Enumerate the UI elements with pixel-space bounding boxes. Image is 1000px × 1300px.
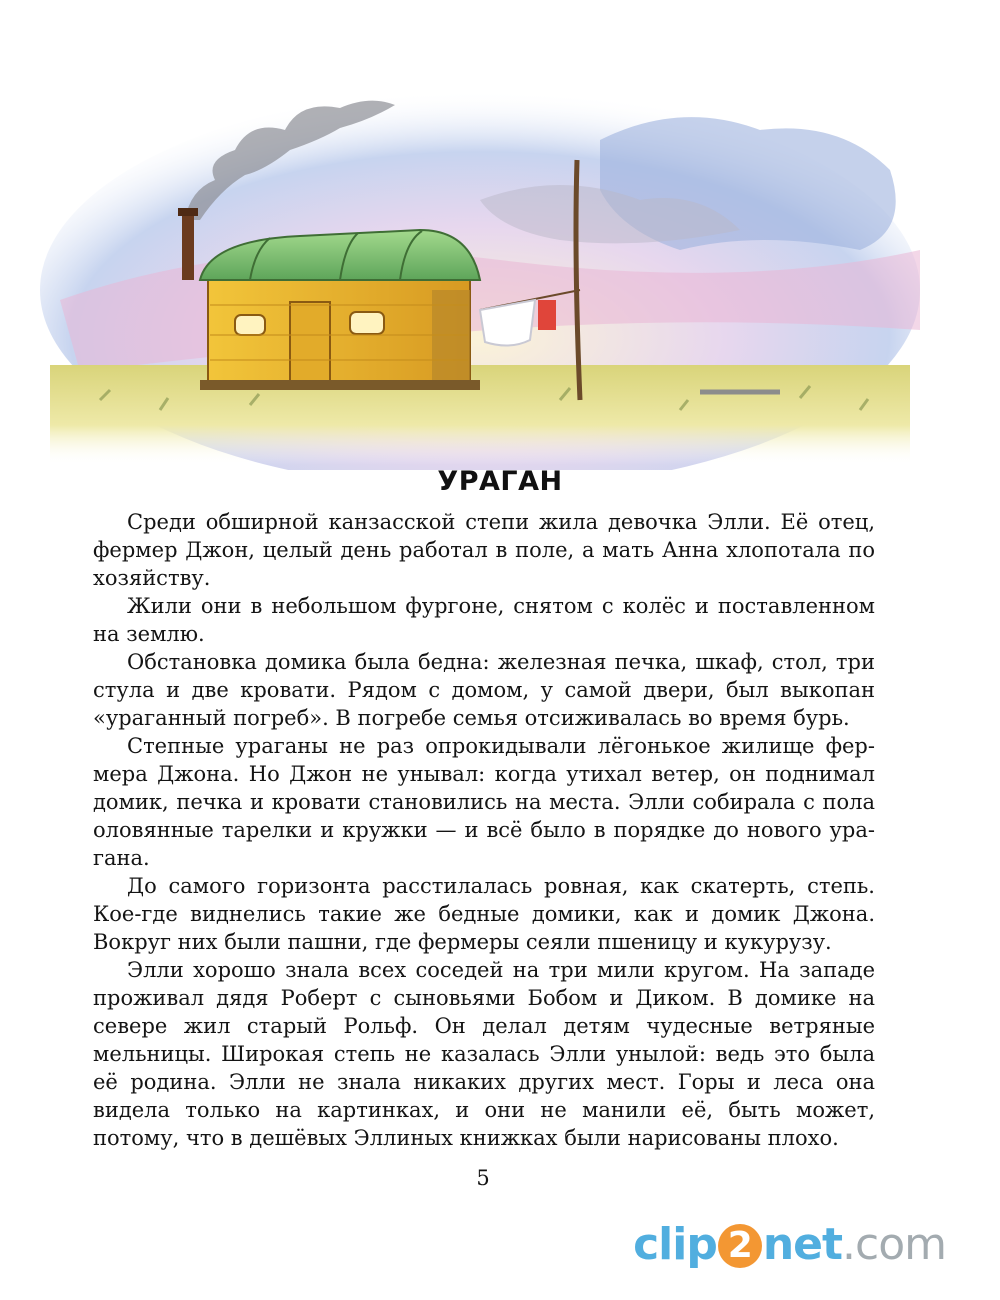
paragraph: Среди обширной канзасской степи жила девочка Элли. Её отец, фермер Джон, целый день работал в поле, а мать Анна хлопотала по хозяйству. bbox=[93, 510, 875, 590]
chapter-illustration bbox=[40, 80, 920, 470]
paragraph: Элли хорошо знала всех соседей на три мили кругом. На западе проживал дядя Роберт с сыновьями Бобом и Диком. В домике на севере жил старый Рольф. Он делал детям чудесные ветряные мельницы. Широкая степь не казалась Элли унылой: ведь это была её родина. Элли не знала никаких других мест. Горы и леса она видела только на картинках, и они не манили её, быть может, потому, что в дешёвых Эллиных книжках были нарисованы плохо. bbox=[93, 958, 875, 1150]
watermark-logo bbox=[633, 1219, 946, 1270]
wagon-base bbox=[200, 380, 480, 390]
story-text bbox=[93, 508, 875, 1152]
paragraph: Степные ураганы не раз опрокидывали лёгонькое жилище фермера Джона. Но Джон не унывал: когда утихал ветер, он поднимал домик, печка и кровати становились на места. Элли собирала с пола оловянные тарелки и кружки — и всё было в порядке до нового урагана. bbox=[93, 734, 875, 870]
watermark-digit: 2 bbox=[718, 1224, 762, 1268]
stovepipe bbox=[182, 210, 194, 280]
wagon-door bbox=[290, 302, 330, 382]
watermark-prefix: clip bbox=[633, 1219, 717, 1270]
paragraph: Обстановка домика была бедна: железная печка, шкаф, стол, три стула и две кровати. Рядом с домом, у самой двери, был выкопан «ураганный погреб». В погребе семья отсиживалась во время бурь. bbox=[93, 650, 875, 730]
watermark-word: net bbox=[762, 1219, 843, 1270]
chapter-title: УРАГАН bbox=[437, 466, 563, 497]
paragraph: Жили они в небольшом фургоне, снятом с колёс и поставленном на землю. bbox=[93, 594, 875, 646]
wagon-window bbox=[235, 315, 265, 335]
page-number: 5 bbox=[476, 1166, 490, 1190]
paragraph: До самого горизонта расстилалась ровная, как скатерть, степь. Кое-где виднелись такие же бедные домики, как и домик Джона. Вокруг них были пашни, где фермеры сеяли пшеницу и кукурузу. bbox=[93, 874, 875, 954]
watermark-tld: .com bbox=[842, 1219, 946, 1270]
red-laundry bbox=[538, 300, 556, 330]
